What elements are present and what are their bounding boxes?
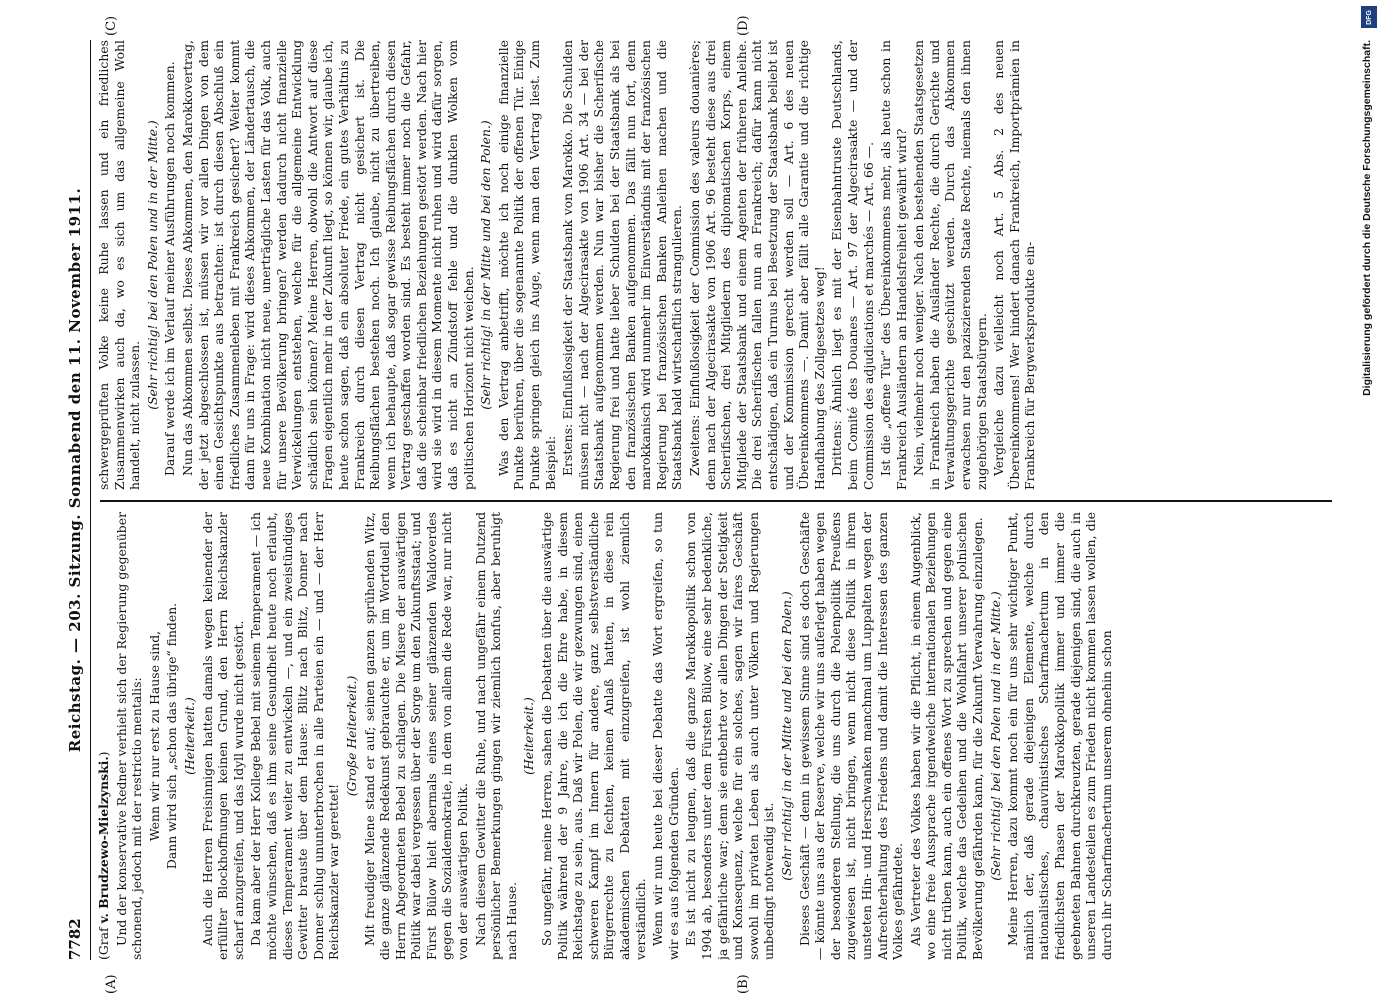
rotated-page <box>60 0 1370 1000</box>
paragraph: Was den Vertrag anbetrifft, möchte ich noch einige finanzielle Punkte berühren, über die sogenannte Politik der offenen Tür. Einige Punkte springen gleich ins Auge, wenn man den Vertrag liest. Zum Beispiel: <box>495 40 558 490</box>
paragraph: Zweitens: Einflußlosigkeit der Commission des valeurs douanières; denn nach der Algecirasakte von 1906 Art. 96 besteht diese aus drei Scherifischen, drei Mitgliedern des diplomatischen Korps, einem Mitgliede der Staatsbank und einem Agenten der früheren Anleihe. Die drei Scherifischen fallen nun an Frankreich; dafür kann nicht entschädigen, daß ein Turnus bei Besetzung der Staatsbank beliebt ist und der Kommission gerecht werden soll — Art. 6 des neuen Übereinkommens —. Damit aber fällt alle Garantie und die richtige Handhabung des Zollgesetzes weg! <box>686 40 827 490</box>
margin-mark-a: (A) <box>104 974 119 994</box>
left-column <box>96 512 1336 960</box>
verse-line: Wenn wir nur erst zu Hause sind, <box>146 630 162 842</box>
digitization-sidebar <box>1341 0 1383 1000</box>
page-number: 7782 <box>66 918 84 960</box>
speaker-name: v. Brudzewo-Mielzynski. <box>96 756 111 924</box>
margin-mark-b: (B) <box>736 974 751 994</box>
dfg-logo-text: DFG <box>1365 9 1373 25</box>
margin-mark-c: (C) <box>104 15 119 36</box>
running-head: Reichstag. — 203. Sitzung. Sonnabend den 11. November 1911. <box>66 187 84 753</box>
paragraph: Nein, vielmehr noch weniger. Nach den bestehenden Staatsgesetzen in Frankreich haben die Ausländer Rechte, die durch Gerichte und Verwaltungsgerichte geschützt werden. Durch das Abkommen erwachsen nur den paziszierenden Staate Rechte, niemals den ihnen zugehörigen Staatsbürgern. <box>911 40 989 490</box>
interjection: (Große Heiterkeit.) <box>343 675 359 797</box>
paragraph: Erstens: Einflußlosigkeit der Staatsbank von Marokko. Die Schulden müssen nicht — nach der Algecirasakte von 1906 Art. 34 — bei der Staatsbank aufgenommen werden. Nun war bisher die Scherifische Regierung frei und hatte lieber Schulden bei der Staatsbank als bei den französischen Banken aufgenommen. Das fällt nun fort, denn marokkanisch wird nunmehr im Einverständnis mit der französischen Regierung bei französischen Banken Anleihen machen und die Staatsbank bald wirtschaftlich strangulieren. <box>560 40 685 490</box>
paragraph: Wenn wir nun heute bei dieser Debatte das Wort ergreifen, so tun wir es aus folgenden Gründen. <box>650 512 681 960</box>
interjection: (Sehr richtig! in der Mitte und bei den Polen.) <box>478 120 494 410</box>
verse-line: Dann wird sich „schon das übrige“ finden. <box>164 602 180 870</box>
speaker-line <box>96 512 112 960</box>
paragraph: Und der konservative Redner verhielt sich der Regierung gegenüber schonend, jedoch mit der restrictio mentalis: <box>113 512 145 960</box>
paragraph: Ist die „offene Tür“ des Übereinkommens mehr, als heute schon in Frankreich Ausländern an Handelsfreiheit gewährt wird? <box>878 40 909 490</box>
paragraph: Mit freudiger Miene stand er auf; seinen ganzen sprühenden Witz, die ganze glänzende Redekunst gebrauchte er, um im Wortduell den Herrn Abgeordneten Bebel zu schlagen. Die Misere der auswärtigen Politik war dabei vergessen über der Sorge um den Zukunftsstaat; und Fürst Bülow hielt abermals eines seiner glänzenden Waldoverdes gegen die Sozialdemokratie, in dem von allem die Rede war, nur nicht von der auswärtigen Politik. <box>361 512 471 960</box>
dfg-logo <box>1361 6 1377 28</box>
paragraph: Dieses Geschäft — denn in gewissem Sinne sind es doch Geschäfte — könnte uns aus der Reserve, welche wir uns auferlegt haben wegen der besonderen Stellung, die uns durch die Polenpolitik Preußens zugewiesen ist, nicht bringen, wenn nicht diese Politik in ihrem unsteten Hin- und Herschwanken manchmal um Luppalten wegen der Aufrechterhaltung des Friedens und damit die Interessen des ganzen Volkes gefährdete. <box>796 512 906 960</box>
speaker-paren: (Graf <box>96 927 111 960</box>
speaker-paren-close: ) <box>96 751 111 757</box>
page-header <box>60 40 91 960</box>
paragraph: Nun das Abkommen selbst. Dieses Abkommen, den Marokkovertrag, der jetzt abgeschlossen ist, müssen wir vor allen Dingen von dem einen Gesichtspunkte aus betrachten: ist durch diesen Abschluß ein friedliches Zusammenleben mit Frankreich gesichert? Weiter kommt dann für uns in Frage: wird dieses Abkommen, der Ländertausch, die neue Kombination nicht neue, unerträgliche Lasten für das Volk, auch für unsere Bevölkerung bringen? werden dadurch nicht finanzielle Verwickelungen entstehen, welche für die allgemeine Entwicklung schädlich sein können? Meine Herren, obwohl die Antwort auf diese Fragen eigentlich mehr in der Zukunft liegt, so können wir, glaube ich, heute schon sagen, daß ein absoluter Friede, ein gutes Verhältnis zu Frankreich durch diesen Vertrag nicht gesichert ist. Die Reibungsflächen bestehen noch. Ich glaube, nicht zu übertreiben, wenn ich behaupte, daß sogar gewisse Reibungsflächen durch diesen Vertrag geschaffen worden sind. Es besteht immer noch die Gefahr, daß die scheinbar friedlichen Beziehungen gestört werden. Nach hier wird sie wird in diesem Momente nicht ruhen und wird dafür sorgen, daß es nicht an Zündstoff fehle und die dunklen Wolken vom politischen Horizont nicht weichen. <box>179 40 476 490</box>
digitization-note: Digitalisierung gefördert durch die Deutsche Forschungsgemeinschaft. <box>1361 40 1373 396</box>
column-divider <box>100 501 1332 503</box>
paragraph: schwergeprüften Volke keine Ruhe lassen und ein friedliches Zusammenwirken auch da, wo es sich um das allgemeine Wohl handelt, nicht zulassen. <box>96 40 143 490</box>
margin-mark-d: (D) <box>736 15 751 36</box>
paragraph: Da kam aber der Herr Kollege Bebel mit seinem Temperament — ich möchte wünschen, daß es ihm seine Gesundheit heute noch erlaubt, dieses Temperament weiter zu entwickeln —, und ein zweistündiges Gewitter brauste über dem Hause: Blitz nach Blitz, Donner nach Donner schlug ununterbrochen in alle Parteien ein — und — der Herr Reichskanzler war gerettet! <box>248 512 342 960</box>
paragraph: Vergleiche dazu vielleicht noch Art. 5 Abs. 2 des neuen Übereinkommens! Wer hindert danach Frankreich, Importprämien in Frankreich für Bergwerksprodukte ein- <box>991 40 1038 490</box>
paragraph: Drittens: Ähnlich liegt es mit der Eisenbahntruste Deutschlands, beim Comité des Douanes — Art. 97 der Algecirasakte — und der Commission des adjudications et marchés — Art. 66 —. <box>829 40 876 490</box>
interjection: (Sehr richtig! bei den Polen und in der Mitte.) <box>987 591 1003 881</box>
interjection: (Sehr richtig! bei den Polen und in der Mitte.) <box>144 120 160 410</box>
text-columns <box>96 15 1336 994</box>
interjection: (Heiterkeit.) <box>521 697 537 775</box>
paragraph: Nach diesem Gewitter die Ruhe, und nach ungefähr einem Dutzend persönlicher Bemerkungen gingen wir ziemlich konfus, aber beruhigt nach Hause. <box>472 512 519 960</box>
paragraph: Als Vertreter des Volkes haben wir die Pflicht, in einem Augenblick, wo eine freie Aussprache irgendwelche internationalen Beziehungen nicht trüben kann, auch ein offenes Wort zu sprechen und gegen eine Politik, welche das Gedeihen und die Wohlfahrt unserer polnischen Bevölkerung gefährden kann, für die Zukunft Verwahrung einzulegen. <box>907 512 986 960</box>
right-column <box>96 40 1336 490</box>
interjection: (Heiterkeit.) <box>181 697 197 775</box>
paragraph: Es ist nicht zu leugnen, daß die ganze Marokkopolitik schon von 1904 ab, besonders unter dem Fürsten Bülow, eine sehr bedenkliche, ja gefährliche war; denn sie entbehrte vor allen Dingen der Stetigkeit und Konsequenz, welche für ein solches, sagen wir faires Geschäft sowohl im privaten Leben als auch unter Völkern und Regierungen unbedingt notwendig ist. <box>683 512 777 960</box>
paragraph: Darauf werde ich im Verlauf meiner Ausführungen noch kommen. <box>162 61 178 476</box>
paragraph: Auch die Herren Freisinnigen hatten damals wegen keinender der erfüllter Blockhoffnungen keinen Grund, den Herrn Reichskanzler scharf anzugreifen, und das Idyll wurde nicht gestört. <box>199 512 246 960</box>
interjection: (Sehr richtig! in der Mitte und bei den Polen.) <box>778 591 794 881</box>
paragraph: Meine Herren, dazu kommt noch ein für uns sehr wichtiger Punkt, nämlich der, daß gerade diejenigen Elemente, welche durch nationalistisches, chauvinistisches Scharfmachertum in den friedlichsten Phasen der Marokkopolitik immer und immer die geebneten Bahnen durchkreuzten, gerade diejenigen sind, die auch in unseren Landesteilen es zum Frieden nicht kommen lassen wollen, die durch ihr Scharfmachertum unserem ohnehin schon <box>1005 512 1114 960</box>
paragraph: So ungefähr, meine Herren, sahen die Debatten über die auswärtige Politik während der 9 Jahre, die ich die Ehre habe, in diesem Reichstage zu sein, aus. Daß wir Polen, die wir gezwungen sind, einen schweren Kampf im Innern für andere, ganz selbstverständliche Bürgerrechte zu fechten, keinen Anlaß hatten, in diese rein akademischen Debatten mit einzugreifen, ist wohl ziemlich verständlich. <box>539 512 648 960</box>
